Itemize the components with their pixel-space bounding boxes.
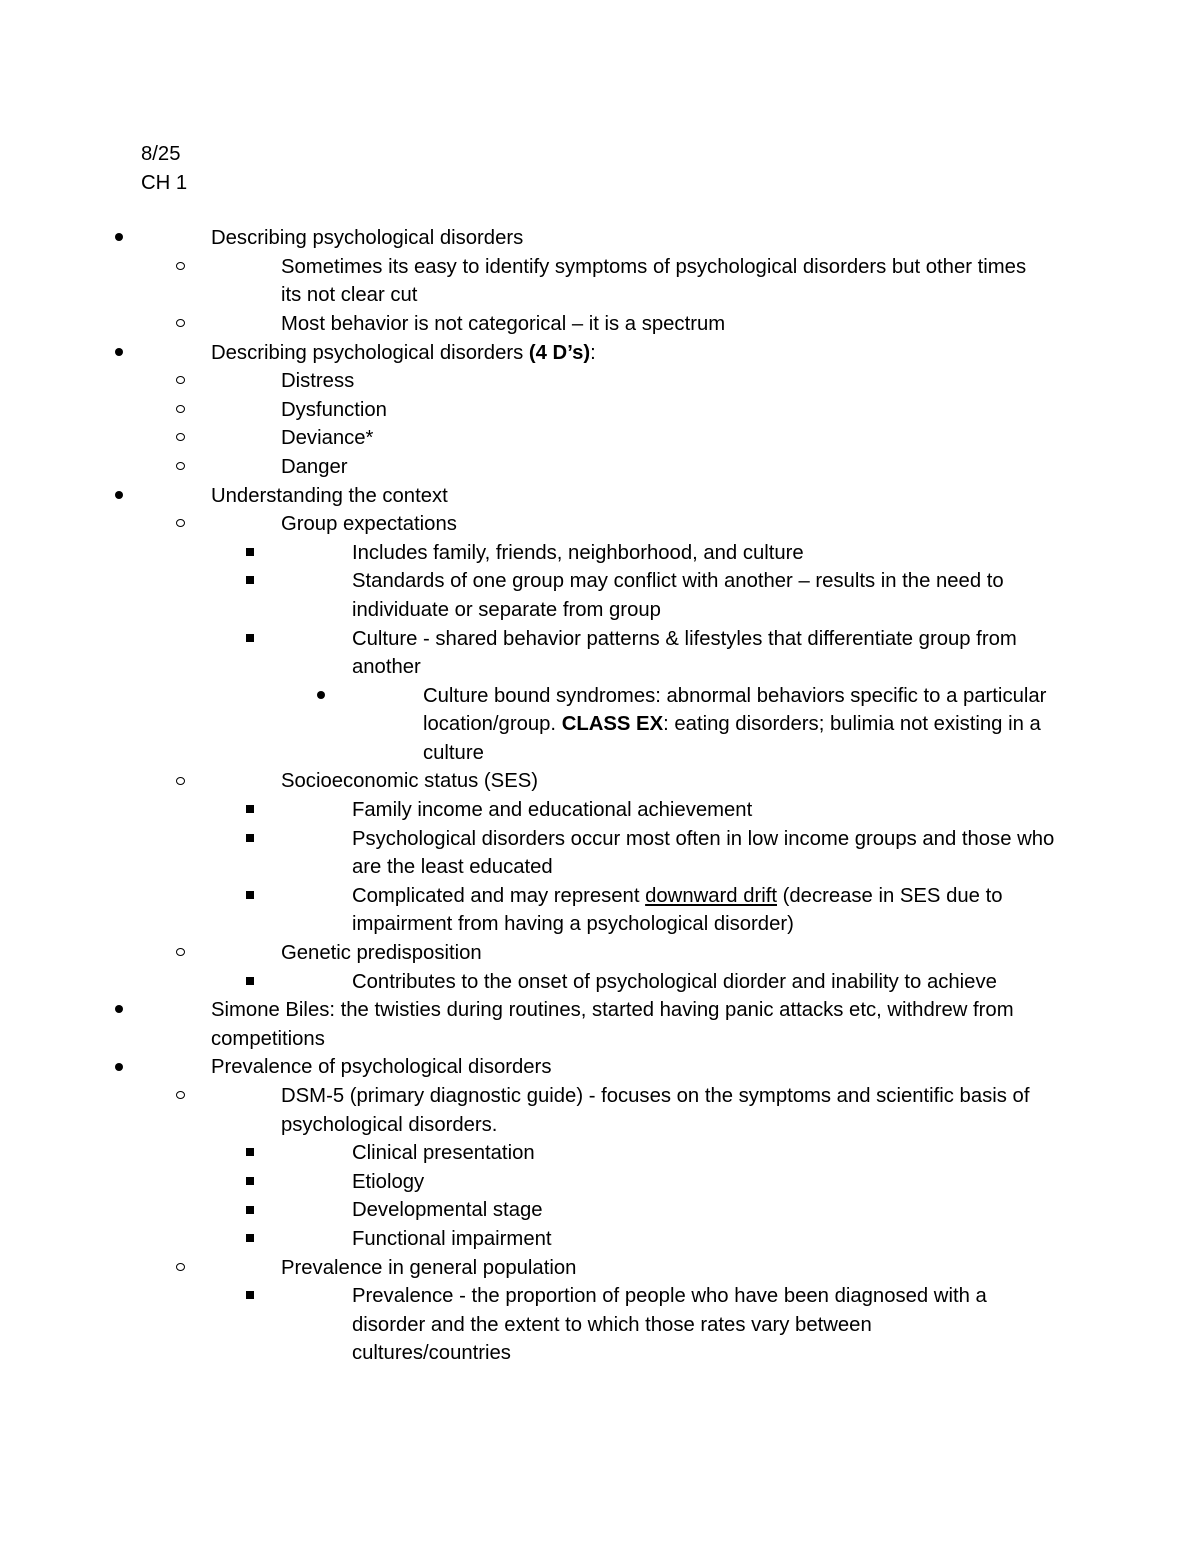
list-item bbox=[281, 625, 1071, 768]
list-item-text: Standards of one group may conflict with another – results in the need to individuate or separate from group bbox=[352, 570, 1004, 621]
square-bullet-icon bbox=[240, 1139, 260, 1168]
list-item bbox=[211, 453, 1071, 482]
list-item bbox=[141, 339, 1071, 482]
hollow-bullet-icon bbox=[170, 367, 190, 396]
list-item-text: Describing psychological disorders bbox=[211, 227, 524, 250]
square-bullet-icon bbox=[240, 539, 260, 568]
square-bullet-icon bbox=[240, 625, 260, 654]
square-bullet-icon bbox=[240, 567, 260, 596]
list-item-text: Prevalence of psychological disorders bbox=[211, 1056, 552, 1079]
list-item-text: Prevalence in general population bbox=[281, 1256, 577, 1279]
list-item-text: Culture bound syndromes: abnormal behaviors specific to a particular location/group. CLASS EX: eating disorders; bulimia not existing in a culture bbox=[423, 684, 1047, 764]
square-bullet-icon bbox=[240, 882, 260, 911]
list-item bbox=[281, 1168, 1071, 1197]
bold-text: CLASS EX bbox=[561, 713, 664, 736]
list-item-text: DSM-5 (primary diagnostic guide) - focuses on the symptoms and scientific basis of psychological disorders. bbox=[281, 1085, 1030, 1136]
list-item-text: Developmental stage bbox=[352, 1199, 543, 1222]
list-item-text: Includes family, friends, neighborhood, and culture bbox=[352, 541, 804, 564]
list-item bbox=[141, 996, 1071, 1053]
list-item bbox=[211, 424, 1071, 453]
list-item-text: Family income and educational achievement bbox=[352, 799, 753, 822]
hollow-bullet-icon bbox=[170, 510, 190, 539]
filled-bullet-icon bbox=[109, 224, 129, 253]
hollow-bullet-icon bbox=[170, 1082, 190, 1111]
list-item-text: Most behavior is not categorical – it is a spectrum bbox=[281, 312, 726, 335]
list-item-text: Etiology bbox=[352, 1170, 425, 1193]
square-bullet-icon bbox=[240, 1168, 260, 1197]
list-item bbox=[281, 567, 1071, 624]
list-item bbox=[141, 1053, 1071, 1368]
list-item bbox=[211, 253, 1071, 310]
list-item-text: Functional impairment bbox=[352, 1227, 552, 1250]
blank-line bbox=[141, 197, 1071, 224]
square-bullet-icon bbox=[240, 1196, 260, 1225]
list-item-text: Prevalence - the proportion of people who have been diagnosed with a disorder and the extent to which those rates vary between cultures/countries bbox=[352, 1285, 987, 1365]
hollow-bullet-icon bbox=[170, 396, 190, 425]
list-item-text: Danger bbox=[281, 455, 348, 478]
filled-bullet-icon bbox=[109, 996, 129, 1025]
list-item-text: Group expectations bbox=[281, 513, 457, 536]
list-item-text: Clinical presentation bbox=[352, 1142, 535, 1165]
square-bullet-icon bbox=[240, 825, 260, 854]
hollow-bullet-icon bbox=[170, 424, 190, 453]
list-item bbox=[211, 1082, 1071, 1254]
list-item-text: Simone Biles: the twisties during routines, started having panic attacks etc, withdrew from competitions bbox=[211, 999, 1014, 1050]
hollow-bullet-icon bbox=[170, 767, 190, 796]
filled-bullet-icon bbox=[311, 682, 331, 711]
list-item-text: Contributes to the onset of psychological diorder and inability to achieve bbox=[352, 970, 997, 993]
list-item bbox=[281, 539, 1071, 568]
list-item-text: Culture - shared behavior patterns & lifestyles that differentiate group from another bbox=[352, 627, 1017, 679]
list-item-text: Deviance* bbox=[281, 427, 374, 450]
list-item-text: Psychological disorders occur most often in low income groups and those who are the least educated bbox=[352, 827, 1055, 879]
filled-bullet-icon bbox=[109, 482, 129, 511]
square-bullet-icon bbox=[240, 796, 260, 825]
hollow-bullet-icon bbox=[170, 453, 190, 482]
list-item bbox=[281, 796, 1071, 825]
list-item bbox=[281, 882, 1071, 939]
list-item-text: Distress bbox=[281, 370, 355, 393]
list-item bbox=[281, 1196, 1071, 1225]
hollow-bullet-icon bbox=[170, 310, 190, 339]
square-bullet-icon bbox=[240, 968, 260, 997]
bold-text: (4 D’s) bbox=[528, 341, 591, 364]
hollow-bullet-icon bbox=[170, 939, 190, 968]
list-item bbox=[211, 310, 1071, 339]
underlined-term: downward drift bbox=[645, 884, 777, 907]
list-item-text: Dysfunction bbox=[281, 398, 387, 421]
chapter-line: CH 1 bbox=[141, 171, 188, 194]
list-item bbox=[281, 1139, 1071, 1168]
list-item bbox=[352, 682, 1071, 768]
square-bullet-icon bbox=[240, 1225, 260, 1254]
notes-list bbox=[141, 224, 1071, 1368]
filled-bullet-icon bbox=[109, 1053, 129, 1082]
hollow-bullet-icon bbox=[170, 253, 190, 282]
list-item bbox=[281, 1225, 1071, 1254]
square-bullet-icon bbox=[240, 1282, 260, 1311]
list-item-text: Socioeconomic status (SES) bbox=[281, 770, 539, 793]
list-item bbox=[211, 767, 1071, 939]
list-item-text: Sometimes its easy to identify symptoms of psychological disorders but other times its not clear cut bbox=[281, 255, 1027, 307]
list-item-text: Understanding the context bbox=[211, 484, 448, 507]
list-item bbox=[211, 396, 1071, 425]
list-item-text: Complicated and may represent downward drift (decrease in SES due to impairment from having a psychological disorder) bbox=[352, 884, 1003, 936]
list-item-text: Describing psychological disorders (4 D’s): bbox=[211, 341, 596, 364]
filled-bullet-icon bbox=[109, 339, 129, 368]
hollow-bullet-icon bbox=[170, 1254, 190, 1283]
list-item bbox=[281, 825, 1071, 882]
list-item bbox=[281, 968, 1071, 997]
date-line: 8/25 bbox=[141, 143, 181, 165]
list-item bbox=[281, 1282, 1071, 1368]
list-item bbox=[211, 939, 1071, 996]
list-item bbox=[141, 224, 1071, 338]
list-item bbox=[211, 510, 1071, 767]
list-item bbox=[211, 367, 1071, 396]
list-item bbox=[141, 482, 1071, 997]
list-item bbox=[211, 1254, 1071, 1368]
list-item-text: Genetic predisposition bbox=[281, 942, 482, 965]
document-body bbox=[141, 140, 1071, 1368]
